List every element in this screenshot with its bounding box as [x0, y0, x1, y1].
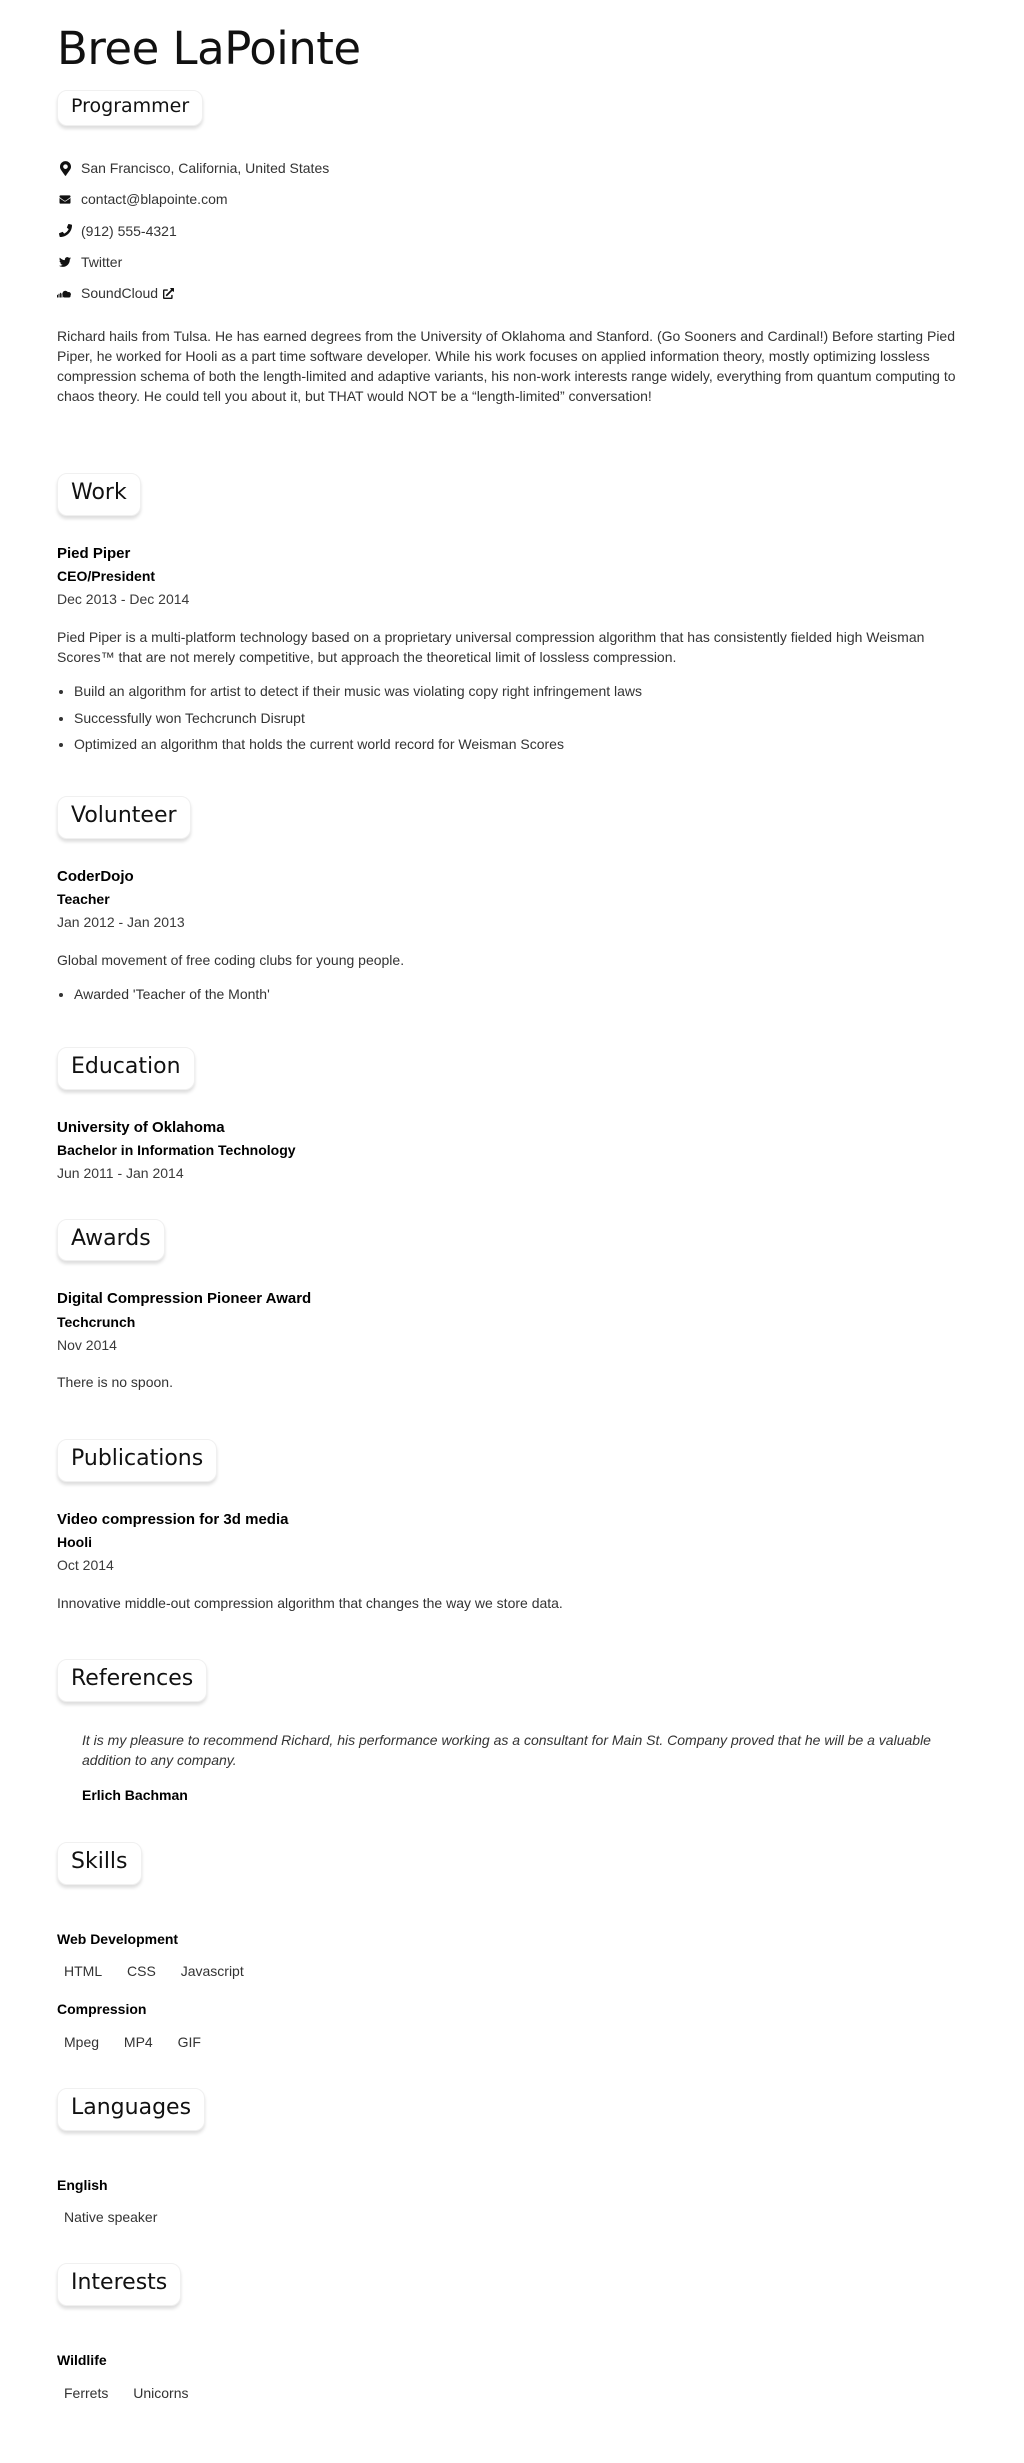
work-dates: Dec 2013 - Dec 2014 — [57, 590, 190, 607]
skill-group-name: Compression — [57, 2001, 147, 2018]
interest-group-name: Wildlife — [57, 2352, 107, 2369]
external-link-icon — [163, 288, 174, 299]
skill-keyword: Mpeg — [64, 2033, 100, 2050]
contact-list — [57, 158, 964, 303]
envelope-icon — [57, 194, 73, 205]
skill-keyword: HTML — [64, 1962, 103, 1979]
skill-keyword: Javascript — [180, 1962, 244, 1979]
section-volunteer — [57, 760, 964, 1005]
skill-keyword: CSS — [127, 1962, 156, 1979]
language-fluency: Native speaker — [64, 2209, 158, 2226]
reference-name: Erlich Bachman — [82, 1787, 188, 1804]
person-summary: Richard hails from Tulsa. He has earned degrees from the University of Oklahoma and Stanford. (Go Sooners and Cardinal!) Before starting Pied Piper, he worked for Hooli as a part time software developer. While his work focuses on applied information theory, mostly optimizing lossless compression schema of both the length-limited and adaptive variants, his non-work interests range widely, everything from quantum computing to chaos theory. He could tell you about it, but THAT would NOT be a “length-limited” conversation! — [57, 327, 956, 405]
section-title-references: References — [57, 1659, 207, 1702]
contact-location — [57, 158, 964, 178]
education-entry — [57, 1118, 964, 1183]
interest-keywords — [64, 2383, 964, 2403]
work-highlights — [57, 681, 964, 754]
section-title-volunteer: Volunteer — [57, 796, 191, 839]
education-dates: Jun 2011 - Jan 2014 — [57, 1164, 184, 1181]
section-interests — [57, 2227, 964, 2402]
section-title-awards: Awards — [57, 1219, 165, 1262]
section-awards — [57, 1183, 964, 1393]
section-title-languages: Languages — [57, 2088, 205, 2131]
contact-twitter — [57, 252, 964, 272]
twitter-bird-icon — [57, 256, 73, 268]
reference-quote: It is my pleasure to recommend Richard, his performance working as a consultant for Main St. Company proved that he will be a valuable addition to any company. — [82, 1731, 931, 1769]
publication-entry — [57, 1510, 964, 1613]
publication-date: Oct 2014 — [57, 1556, 114, 1573]
publication-name: Video compression for 3d media — [57, 1510, 289, 1528]
section-languages — [57, 2052, 964, 2227]
contact-twitter-text: Twitter — [81, 253, 123, 270]
education-institution: University of Oklahoma — [57, 1118, 225, 1136]
highlight-item: • Optimized an algorithm that holds the current world record for Weisman Scores — [74, 734, 964, 754]
publication-summary: Innovative middle-out compression algorithm that changes the way we store data. — [57, 1594, 563, 1611]
soundcloud-link[interactable] — [57, 283, 174, 303]
section-title-interests: Interests — [57, 2263, 181, 2306]
highlight-item: • Awarded 'Teacher of the Month' — [74, 984, 964, 1004]
skill-group — [57, 1929, 964, 1982]
language-name: English — [57, 2176, 108, 2193]
volunteer-position: Teacher — [57, 891, 110, 908]
soundcloud-icon — [57, 288, 73, 299]
skill-keywords — [64, 1961, 964, 1981]
volunteer-summary: Global movement of free coding clubs for young people. — [57, 952, 405, 969]
contact-phone-text: (912) 555-4321 — [81, 222, 177, 239]
skill-keyword: MP4 — [123, 2033, 153, 2050]
section-title-skills: Skills — [57, 1842, 142, 1885]
publication-publisher: Hooli — [57, 1533, 92, 1550]
work-position: CEO/President — [57, 567, 156, 584]
skill-group-name: Web Development — [57, 1930, 179, 1947]
interest-group — [57, 2350, 964, 2403]
reference-entry — [57, 1730, 964, 1806]
interest-keyword: Unicorns — [133, 2384, 189, 2401]
contact-phone — [57, 221, 964, 241]
work-company: Pied Piper — [57, 544, 131, 562]
award-summary: There is no spoon. — [57, 1374, 173, 1391]
skill-group — [57, 1999, 964, 2052]
section-title-work: Work — [57, 473, 141, 516]
award-awarder: Techcrunch — [57, 1313, 136, 1330]
section-education — [57, 1011, 964, 1183]
twitter-link[interactable] — [57, 252, 122, 272]
email-link[interactable] — [57, 189, 228, 209]
award-name: Digital Compression Pioneer Award — [57, 1290, 312, 1308]
interest-keyword: Ferrets — [64, 2384, 109, 2401]
contact-email-text: contact@blapointe.com — [81, 191, 228, 208]
award-date: Nov 2014 — [57, 1336, 117, 1353]
section-skills — [57, 1806, 964, 2052]
section-title-education: Education — [57, 1047, 195, 1090]
volunteer-entry — [57, 867, 964, 1005]
resume-header — [57, 24, 964, 407]
volunteer-dates: Jan 2012 - Jan 2013 — [57, 914, 185, 931]
highlight-item: • Build an algorithm for artist to detect if their music was violating copy right infringement laws — [74, 681, 964, 701]
section-publications — [57, 1403, 964, 1613]
volunteer-highlights — [57, 984, 964, 1004]
language-entry — [57, 2175, 964, 2228]
award-entry — [57, 1289, 964, 1392]
contact-soundcloud-text: SoundCloud — [81, 285, 159, 302]
work-summary: Pied Piper is a multi-platform technology based on a proprietary universal compression algorithm that has consistently fielded high Weisman Scores™ that are not merely competitive, but approach the theoretical limit of lossless compression. — [57, 628, 925, 665]
section-references — [57, 1623, 964, 1806]
contact-email — [57, 189, 964, 209]
skill-keywords — [64, 2032, 964, 2052]
contact-soundcloud — [57, 283, 964, 303]
education-degree: Bachelor in Information Technology — [57, 1141, 296, 1158]
work-entry — [57, 544, 964, 755]
person-label: Programmer — [57, 90, 203, 127]
section-title-publications: Publications — [57, 1439, 217, 1482]
location-pin-icon — [57, 161, 73, 176]
phone-icon — [57, 224, 73, 237]
person-name: Bree LaPointe — [57, 22, 361, 75]
highlight-item: • Successfully won Techcrunch Disrupt — [74, 708, 964, 728]
contact-location-text: San Francisco, California, United States — [81, 160, 330, 177]
skill-keyword: GIF — [177, 2033, 201, 2050]
section-work — [57, 437, 964, 754]
volunteer-organization: CoderDojo — [57, 868, 134, 886]
